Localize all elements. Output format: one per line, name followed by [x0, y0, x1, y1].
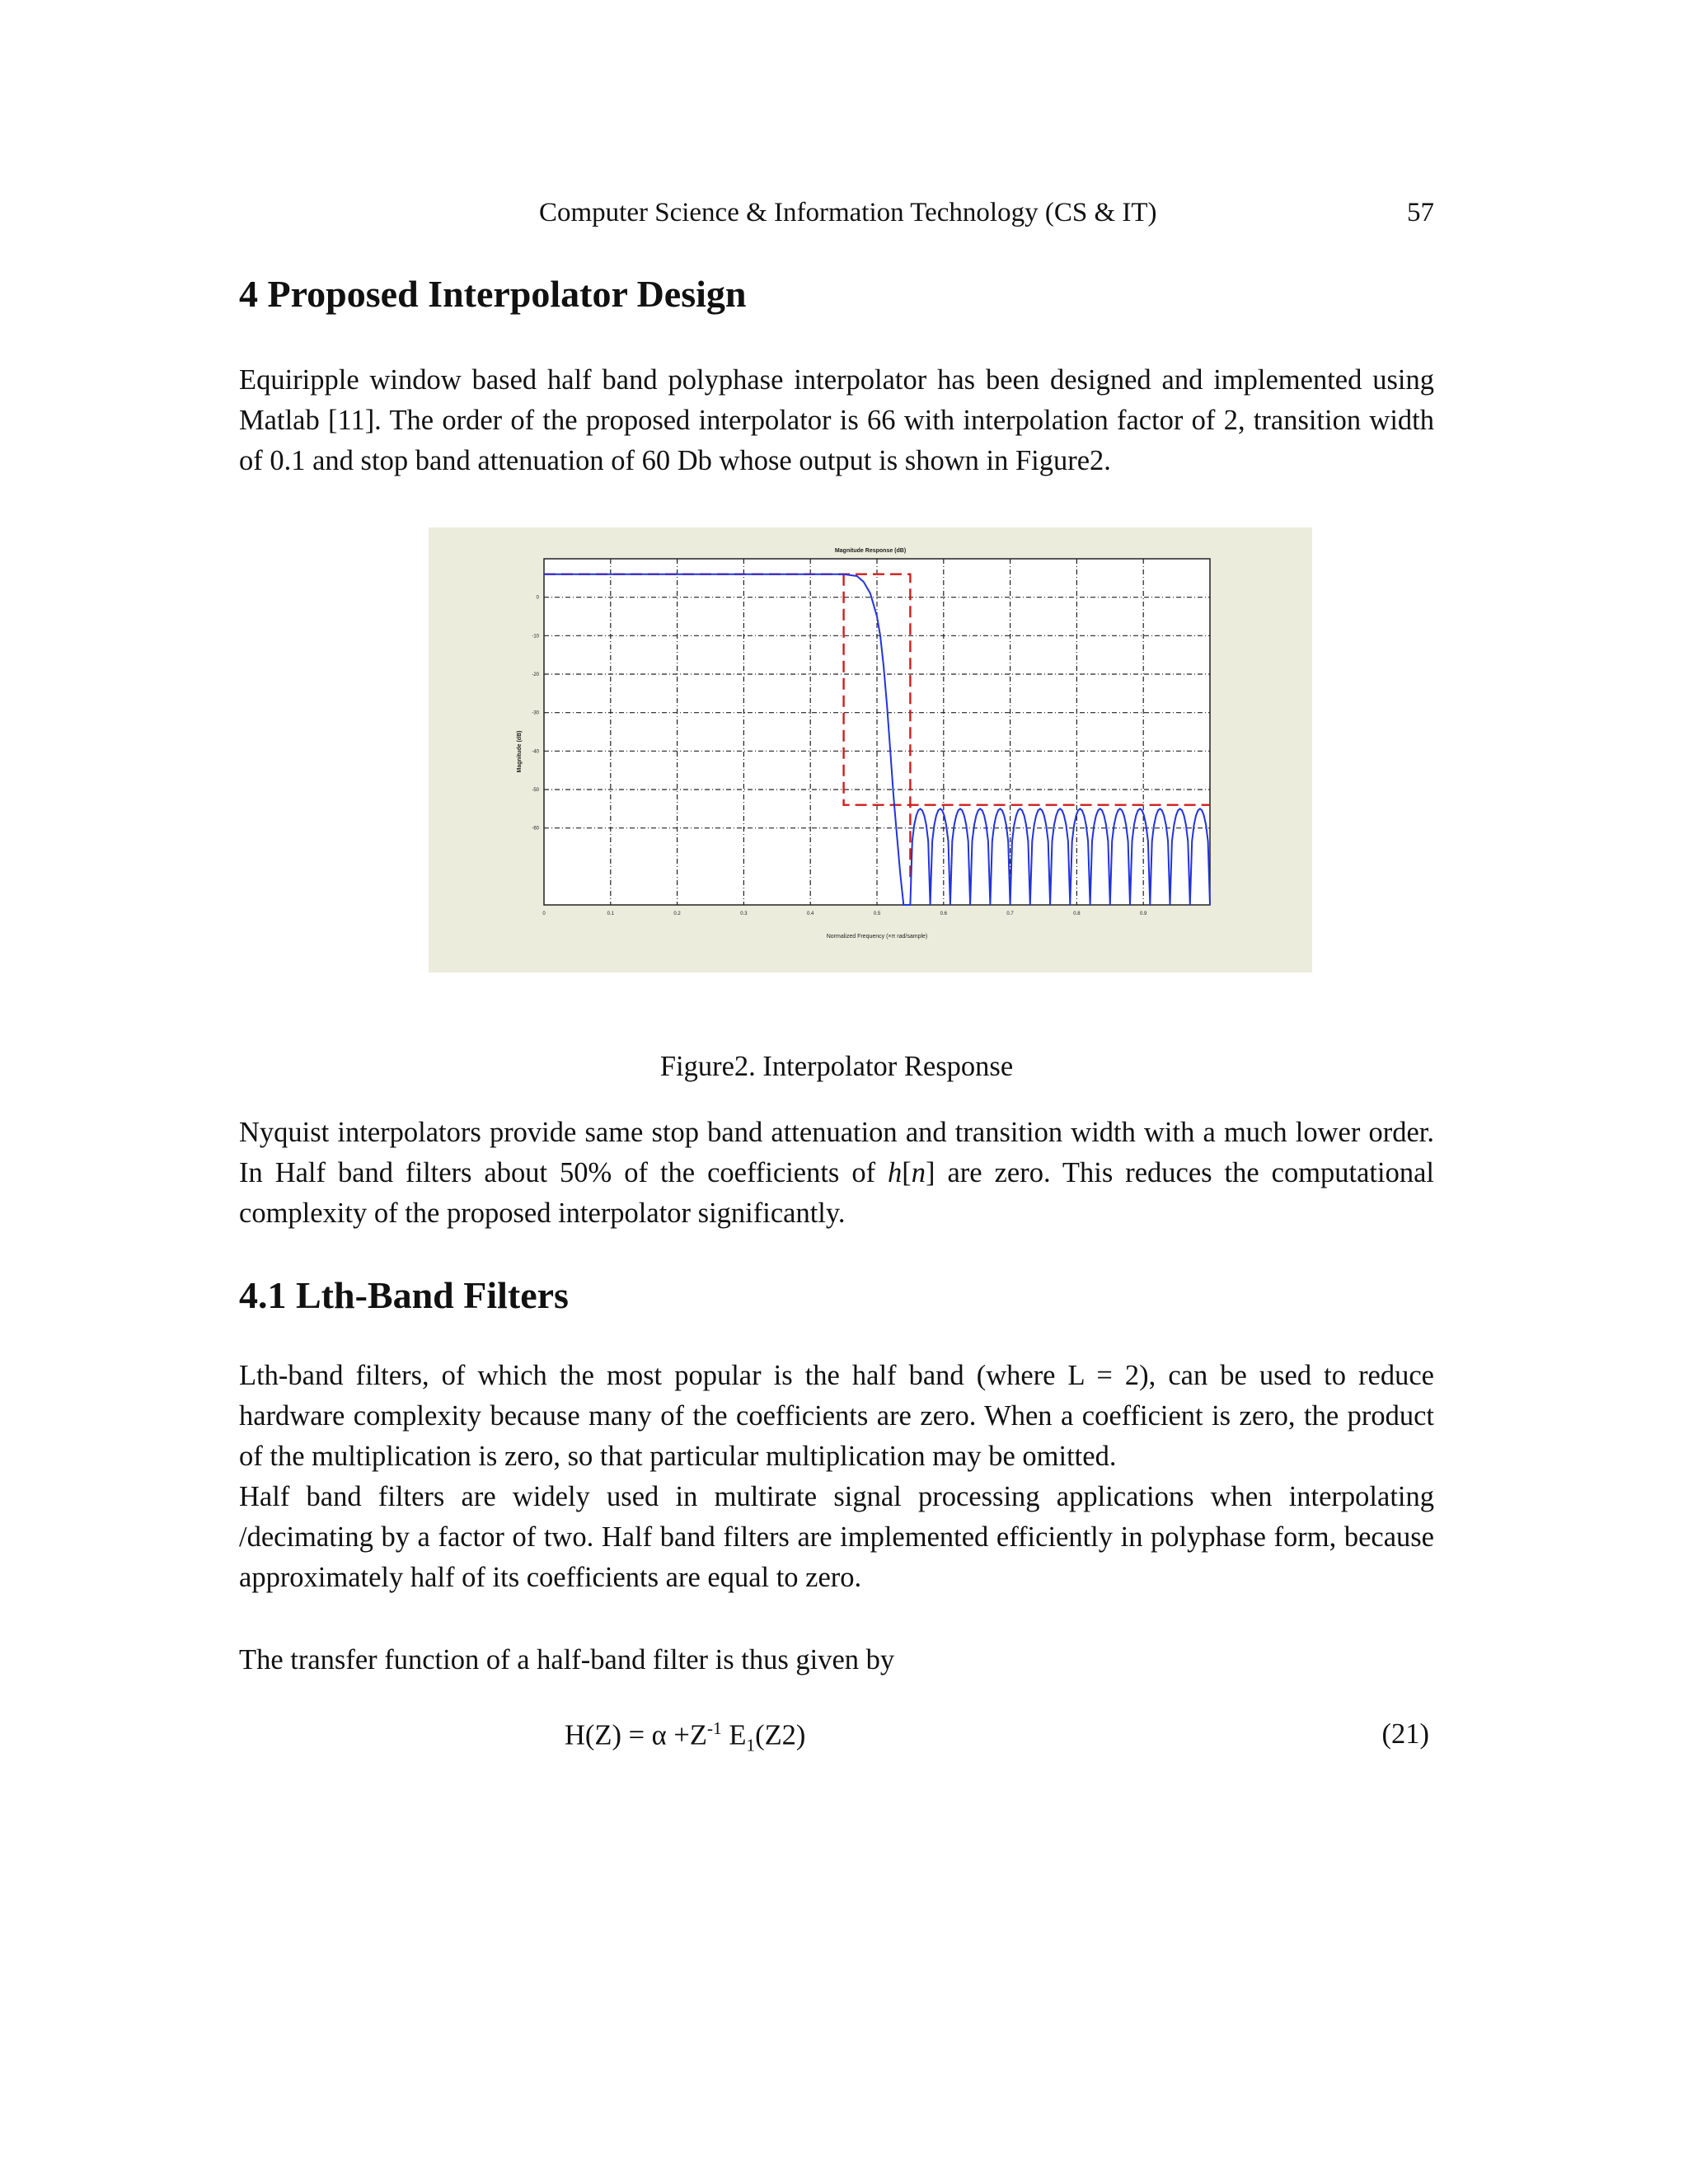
- math-h: h: [888, 1157, 903, 1188]
- y-tick-label: -50: [532, 788, 539, 793]
- text-run: are zero. This reduces the computational complexity of the proposed interpolator significantly.: [239, 1157, 1435, 1229]
- math-bracket-close: ]: [926, 1157, 935, 1188]
- equation-expression: [565, 1718, 805, 1755]
- body-paragraph: Lth-band filters, of which the most popular is the half band (where L = 2), can be used to reduce hardware complexity because many of the coefficients are zero. When a coefficient is zero, the product of the multiplication is zero, so that particular multiplication may be omitted.: [239, 1360, 1434, 1472]
- body-paragraph: The transfer function of a half-band filter is thus given by: [239, 1644, 895, 1675]
- x-tick-label: 0.3: [740, 912, 748, 916]
- body-paragraph: Equiripple window based half band polyphase interpolator has been designed and implemented using Matlab [11]. The order of the proposed interpolator is 66 with interpolation factor of 2, transition width of 0.1 and stop band attenuation of 60 Db whose output is shown in Figure2.: [239, 364, 1434, 476]
- journal-title: Computer Science & Information Technology (CS & IT): [539, 198, 1157, 227]
- subsection-heading: 4.1 Lth-Band Filters: [239, 1274, 569, 1316]
- y-tick-label: 0: [536, 595, 539, 601]
- y-axis-label: Magnitude (dB): [517, 730, 523, 773]
- x-tick-label: 0.5: [873, 912, 881, 916]
- chart-title: Magnitude Response (dB): [834, 548, 907, 554]
- figure-interpolator-response: [429, 527, 1312, 972]
- figure-caption: Figure2. Interpolator Response: [659, 1051, 1014, 1082]
- eq-rhs: (Z2): [755, 1719, 806, 1751]
- math-bracket-open: [: [902, 1157, 912, 1188]
- y-tick-label: -30: [532, 710, 539, 716]
- x-tick-label: 0.9: [1140, 912, 1147, 916]
- x-tick-label: 0.6: [940, 912, 947, 916]
- x-axis-label: Normalized Frequency (×π rad/sample): [826, 934, 928, 940]
- x-tick-label: 0.8: [1073, 912, 1081, 916]
- math-n: n: [911, 1157, 926, 1188]
- text-run: Nyquist interpolators provide same stop band attenuation and transition width with a much lower order. In Half band filters about 50% of the coefficients of: [239, 1117, 1434, 1188]
- eq-superscript: -1: [706, 1718, 722, 1738]
- eq-subscript: 1: [746, 1735, 756, 1755]
- x-tick-label: 0.7: [1006, 912, 1014, 916]
- section-heading: 4 Proposed Interpolator Design: [239, 273, 747, 315]
- equation-21: [239, 1718, 1434, 1760]
- body-paragraph: Half band filters are widely used in multirate signal processing applications when interpolating /decimating by a factor of two. Half band filters are implemented efficiently in polyphase form, because approximately half of its coefficients are equal to zero.: [239, 1481, 1434, 1593]
- running-header: [239, 198, 1434, 231]
- body-paragraph: [239, 1113, 1434, 1234]
- eq-lhs: H(Z) = α +Z: [565, 1719, 707, 1751]
- y-tick-label: -10: [532, 634, 539, 640]
- y-tick-label: -60: [532, 826, 539, 832]
- magnitude-response-chart: [429, 527, 1312, 972]
- eq-mid: E: [721, 1719, 747, 1751]
- x-tick-label: 0.4: [807, 912, 814, 916]
- x-tick-label: 0.1: [607, 912, 614, 916]
- page-number: 57: [1407, 198, 1434, 227]
- x-tick-label: 0: [542, 912, 546, 916]
- x-tick-label: 0.2: [673, 912, 681, 916]
- y-tick-label: -20: [532, 673, 539, 677]
- equation-number: (21): [1381, 1718, 1429, 1750]
- y-tick-label: -40: [532, 749, 539, 755]
